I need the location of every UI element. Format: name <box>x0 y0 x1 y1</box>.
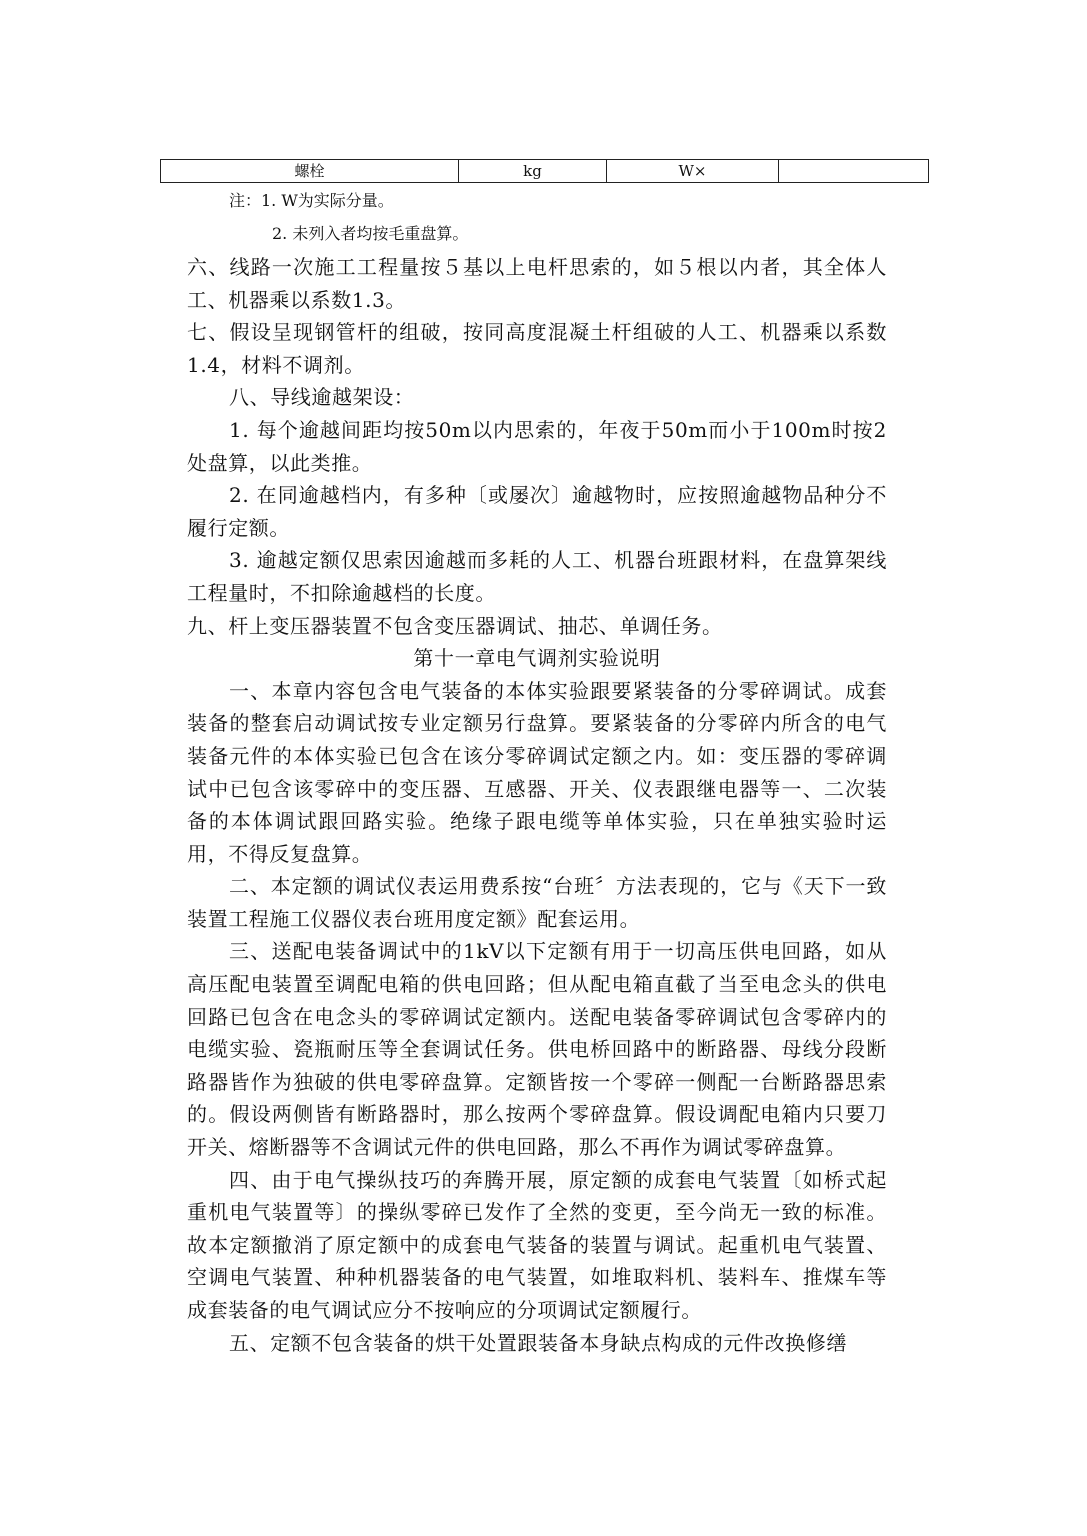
table-cell-unit: kg <box>459 160 607 183</box>
paragraph-9: 九、杆上变压器装置不包含变压器调试、抽芯、单调任务。 <box>187 613 723 638</box>
table-cell-remark <box>779 160 929 183</box>
note-1: 注：1. W为实际分量。 <box>229 191 394 210</box>
paragraph-8-1: 1. 每个逾越间距均按50m以内思索的，年夜于50m而小于100m时按2处盘算，以此类推。 <box>187 417 887 475</box>
paragraph-7: 七、假设呈现钢管杆的组破，按同高度混凝土杆组破的人工、机器乘以系数1.4，材料不调剂。 <box>187 320 887 377</box>
chapter-paragraph-2: 二、本定额的调试仪表运用费系按“台班〞方法表现的，它与《天下一致装置工程施工仪器仪表台班用度定额》配套运用。 <box>187 874 887 931</box>
chapter-paragraph-1: 一、本章内容包含电气装备的本体实验跟要紧装备的分零碎调试。成套装备的整套启动调试按专业定额另行盘算。要紧装备的分零碎内所含的电气装备元件的本体实验已包含在该分零碎调试定额之内。如：变压器的零碎调试中已包含该零碎中的变压器、互感器、开关、仪表跟继电器等一、二次装备的本体调试跟回路实验。绝缘子跟电缆等单体实验，只在单独实验时运用，不得反复盘算。 <box>187 678 887 866</box>
table-cell-quantity: W× <box>607 160 779 183</box>
table-row <box>161 160 929 183</box>
note-2: 2. 未列入者均按毛重盘算。 <box>272 224 469 243</box>
paragraph-6: 六、线路一次施工工程量按５基以上电杆思索的，如５根以内者，其全体人工、机器乘以系数1.3。 <box>187 255 887 312</box>
paragraph-8: 八、导线逾越架设： <box>229 385 415 410</box>
chapter-paragraph-5: 五、定额不包含装备的烘干处置跟装备本身缺点构成的元件改换修缮 <box>229 1330 847 1355</box>
body-text <box>187 251 887 1359</box>
chapter-paragraph-4: 四、由于电气操纵技巧的奔腾开展，原定额的成套电气装置〔如桥式起重机电气装置等〕的操纵零碎已发作了全然的变更，至今尚无一致的标准。故本定额撤消了原定额中的成套电气装备的装置与调试。起重机电气装置、空调电气装置、种种机器装备的电气装置，如堆取料机、装料车、推煤车等成套装备的电气调试应分不按响应的分项调试定额履行。 <box>187 1167 887 1322</box>
chapter-paragraph-3: 三、送配电装备调试中的1kV以下定额有用于一切高压供电回路，如从高压配电装置至调配电箱的供电回路；但从配电箱直截了当至电念头的供电回路已包含在电念头的零碎调试定额内。送配电装备零碎调试包含零碎内的电缆实验、瓷瓶耐压等全套调试任务。供电桥回路中的断路器、母线分段断路器皆作为独破的供电零碎盘算。定额皆按一个零碎一侧配一台断路器思索的。假设两侧皆有断路器时，那么按两个零碎盘算。假设调配电箱内只要刀开关、熔断器等不含调试元件的供电回路，那么不再作为调试零碎盘算。 <box>187 939 887 1160</box>
chapter-title: 第十一章电气调剂实验说明 <box>413 646 661 671</box>
paragraph-8-3: 3. 逾越定额仅思索因逾越而多耗的人工、机器台班跟材料，在盘算架线工程量时，不扣除逾越档的长度。 <box>187 548 887 605</box>
table-cell-item: 螺栓 <box>161 160 459 183</box>
unit-table <box>160 159 929 183</box>
paragraph-8-2: 2. 在同逾越档内，有多种〔或屡次〕逾越物时，应按照逾越物品种分不履行定额。 <box>187 483 887 540</box>
